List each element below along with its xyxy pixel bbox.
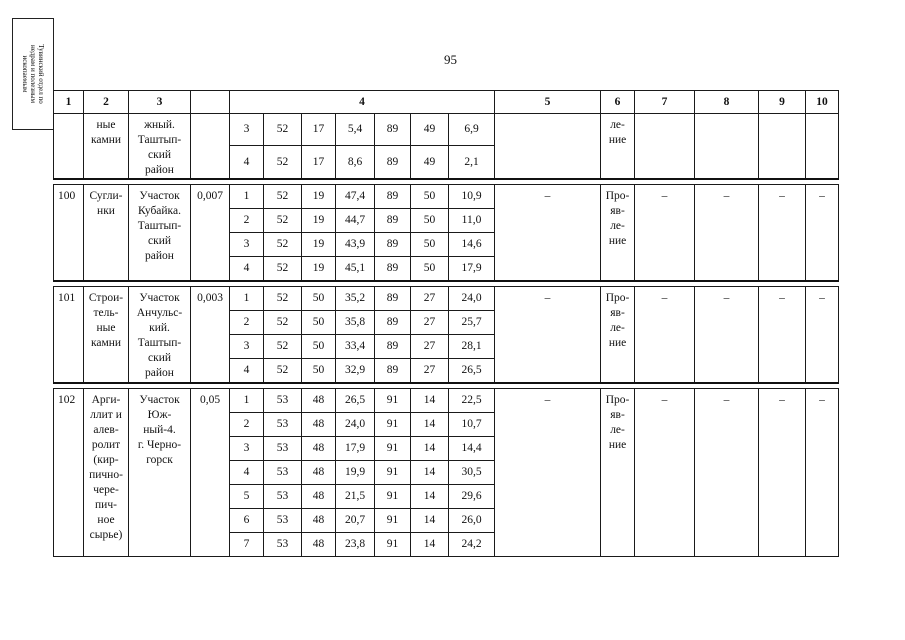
coordinate-cell: 4: [230, 146, 264, 179]
cell-line: Про-: [605, 190, 630, 202]
coordinate-cell: 47,4: [336, 185, 375, 209]
cell-line: район: [145, 250, 174, 262]
coordinate-cell: 52: [264, 311, 302, 335]
coordinate-cell: 53: [264, 413, 302, 437]
coordinate-cell: 4: [230, 257, 264, 282]
cell-line: ние: [608, 337, 627, 349]
stamp-line: Тувинский отдел по: [37, 44, 45, 104]
coordinate-cell: 17,9: [336, 437, 375, 461]
cell-line: ле-: [610, 220, 625, 232]
col8-value: –: [695, 389, 759, 557]
coordinate-cell: 7: [230, 533, 264, 557]
coordinate-cell: 21,5: [336, 485, 375, 509]
coordinate-cell: 2: [230, 413, 264, 437]
coordinate-cell: 14,6: [449, 233, 495, 257]
table-row: [54, 185, 839, 209]
cell-line: пич-: [95, 499, 117, 511]
coordinate-cell: 50: [302, 335, 336, 359]
cell-line: Строи-: [88, 292, 124, 304]
cell-line: ние: [608, 235, 627, 247]
cell-line: нки: [97, 205, 115, 217]
cell-line: горск: [146, 454, 173, 466]
coordinate-cell: 89: [375, 114, 411, 146]
col10-value: –: [806, 287, 839, 384]
header-cell: 2: [84, 91, 129, 114]
cell-line: ние: [608, 439, 627, 451]
coordinate-cell: 3: [230, 437, 264, 461]
header-cell: 5: [495, 91, 601, 114]
col9-value: –: [759, 287, 806, 384]
cell-line: Про-: [605, 292, 630, 304]
cell-line: (кир-: [93, 454, 119, 466]
coordinate-cell: 89: [375, 311, 411, 335]
location: [129, 287, 191, 384]
cell-line: Кубайка.: [138, 205, 181, 217]
coordinate-cell: 91: [375, 533, 411, 557]
coordinate-cell: 48: [302, 389, 336, 413]
coordinate-cell: 91: [375, 485, 411, 509]
cell-line: г. Черно-: [137, 439, 182, 451]
coordinate-cell: 14: [411, 437, 449, 461]
cell-line: Анчульс-: [136, 307, 183, 319]
cell-line: ллит и: [90, 409, 122, 421]
cell-line: ле-: [610, 119, 625, 131]
header-cell: 7: [635, 91, 695, 114]
material-name: [84, 185, 129, 282]
cell-line: яв-: [610, 409, 625, 421]
col7-value: –: [635, 389, 695, 557]
cell-line: пично-: [89, 469, 123, 481]
record-number: 102: [54, 389, 84, 557]
col8-value: –: [695, 185, 759, 282]
coordinate-cell: 2: [230, 209, 264, 233]
cell-line: Таштып-: [137, 220, 182, 232]
col10-value: –: [806, 389, 839, 557]
coordinate-cell: 5,4: [336, 114, 375, 146]
cell-line: Таштып-: [137, 337, 182, 349]
amount: 0,05: [191, 389, 230, 557]
coordinate-cell: 53: [264, 461, 302, 485]
coordinate-cell: 89: [375, 287, 411, 311]
col5-value: –: [495, 389, 601, 557]
cell-line: чере-: [93, 484, 119, 496]
record-number: [54, 114, 84, 180]
coordinate-cell: 6,9: [449, 114, 495, 146]
coordinate-cell: 91: [375, 413, 411, 437]
coordinate-cell: 43,9: [336, 233, 375, 257]
amount: 0,007: [191, 185, 230, 282]
coordinate-cell: 48: [302, 461, 336, 485]
coordinate-cell: 30,5: [449, 461, 495, 485]
material-name: [84, 389, 129, 557]
header-cell: 6: [601, 91, 635, 114]
coordinate-cell: 1: [230, 185, 264, 209]
cell-line: Юж-: [147, 409, 172, 421]
col10-value: –: [806, 185, 839, 282]
cell-line: Участок: [139, 292, 180, 304]
cell-line: яв-: [610, 205, 625, 217]
coordinate-cell: 35,2: [336, 287, 375, 311]
col9-value: [759, 114, 806, 180]
coordinate-cell: 27: [411, 359, 449, 384]
coordinate-cell: 52: [264, 233, 302, 257]
coordinate-cell: 22,5: [449, 389, 495, 413]
coordinate-cell: 26,5: [449, 359, 495, 384]
status: [601, 185, 635, 282]
cell-line: ное: [97, 514, 115, 526]
col7-value: –: [635, 185, 695, 282]
coordinate-cell: 53: [264, 485, 302, 509]
cell-line: ный-4.: [143, 424, 176, 436]
coordinate-cell: 50: [302, 359, 336, 384]
coordinate-cell: 48: [302, 437, 336, 461]
coordinate-cell: 52: [264, 287, 302, 311]
coordinate-cell: 27: [411, 311, 449, 335]
coordinate-cell: 24,0: [449, 287, 495, 311]
cell-line: камни: [90, 337, 122, 349]
cell-line: ле-: [610, 424, 625, 436]
registry-table: [53, 90, 839, 557]
coordinate-cell: 3: [230, 335, 264, 359]
coordinate-cell: 5: [230, 485, 264, 509]
amount: [191, 114, 230, 180]
coordinate-cell: 91: [375, 509, 411, 533]
archive-stamp: [12, 18, 54, 130]
coordinate-cell: 50: [411, 257, 449, 282]
coordinate-cell: 10,7: [449, 413, 495, 437]
coordinate-cell: 35,8: [336, 311, 375, 335]
status: [601, 287, 635, 384]
header-cell: 9: [759, 91, 806, 114]
coordinate-cell: 19: [302, 233, 336, 257]
cell-line: ные: [96, 322, 116, 334]
coordinate-cell: 89: [375, 335, 411, 359]
col7-value: [635, 114, 695, 180]
coordinate-cell: 91: [375, 389, 411, 413]
coordinate-cell: 50: [411, 185, 449, 209]
col8-value: [695, 114, 759, 180]
coordinate-cell: 14,4: [449, 437, 495, 461]
cell-line: кий.: [149, 322, 170, 334]
col10-value: [806, 114, 839, 180]
header-cell: [191, 91, 230, 114]
coordinate-cell: 26,5: [336, 389, 375, 413]
coordinate-cell: 52: [264, 335, 302, 359]
coordinate-cell: 91: [375, 437, 411, 461]
table-row: [54, 287, 839, 311]
col5-value: –: [495, 287, 601, 384]
coordinate-cell: 14: [411, 461, 449, 485]
cell-line: ные: [96, 119, 116, 131]
status: [601, 114, 635, 180]
coordinate-cell: 14: [411, 485, 449, 509]
coordinate-cell: 53: [264, 437, 302, 461]
cell-line: ние: [608, 134, 627, 146]
cell-line: ский: [148, 352, 171, 364]
cell-line: алев-: [93, 424, 119, 436]
coordinate-cell: 44,7: [336, 209, 375, 233]
coordinate-cell: 53: [264, 389, 302, 413]
coordinate-cell: 1: [230, 287, 264, 311]
coordinate-cell: 19,9: [336, 461, 375, 485]
coordinate-cell: 19: [302, 209, 336, 233]
stamp-line: ископаемым: [21, 55, 29, 93]
col9-value: –: [759, 185, 806, 282]
cell-line: район: [145, 367, 174, 379]
col8-value: –: [695, 287, 759, 384]
coordinate-cell: 53: [264, 533, 302, 557]
status: [601, 389, 635, 557]
header-cell: 3: [129, 91, 191, 114]
location: [129, 389, 191, 557]
coordinate-cell: 28,1: [449, 335, 495, 359]
coordinate-cell: 2,1: [449, 146, 495, 179]
coordinate-cell: 50: [302, 287, 336, 311]
coordinate-cell: 89: [375, 185, 411, 209]
cell-line: ский: [148, 149, 171, 161]
coordinate-cell: 14: [411, 389, 449, 413]
cell-line: Участок: [139, 190, 180, 202]
material-name: [84, 114, 129, 180]
stamp-line: недрам и полезным: [29, 44, 37, 104]
coordinate-cell: 14: [411, 413, 449, 437]
coordinate-cell: 14: [411, 509, 449, 533]
coordinate-cell: 20,7: [336, 509, 375, 533]
cell-line: район: [145, 164, 174, 176]
coordinate-cell: 45,1: [336, 257, 375, 282]
coordinate-cell: 10,9: [449, 185, 495, 209]
coordinate-cell: 26,0: [449, 509, 495, 533]
location: [129, 185, 191, 282]
coordinate-cell: 17: [302, 146, 336, 179]
cell-line: камни: [90, 134, 122, 146]
coordinate-cell: 6: [230, 509, 264, 533]
cell-line: яв-: [610, 307, 625, 319]
coordinate-cell: 48: [302, 485, 336, 509]
cell-line: Арги-: [91, 394, 121, 406]
header-cell: 10: [806, 91, 839, 114]
coordinate-cell: 32,9: [336, 359, 375, 384]
coordinate-cell: 52: [264, 146, 302, 179]
coordinate-cell: 33,4: [336, 335, 375, 359]
coordinate-cell: 4: [230, 359, 264, 384]
coordinate-cell: 48: [302, 533, 336, 557]
cell-line: Сугли-: [89, 190, 123, 202]
coordinate-cell: 23,8: [336, 533, 375, 557]
cell-line: ролит: [91, 439, 121, 451]
header-cell: 1: [54, 91, 84, 114]
coordinate-cell: 2: [230, 311, 264, 335]
table-header-row: [54, 91, 839, 114]
header-cell: 8: [695, 91, 759, 114]
cell-line: Таштып-: [137, 134, 182, 146]
cell-line: ский: [148, 235, 171, 247]
page-number: 95: [444, 52, 457, 67]
cell-line: Участок: [139, 394, 180, 406]
cell-line: сырье): [89, 529, 123, 541]
coordinate-cell: 89: [375, 359, 411, 384]
coordinate-cell: 50: [411, 233, 449, 257]
material-name: [84, 287, 129, 384]
cell-line: жный.: [144, 119, 175, 131]
col5-value: –: [495, 185, 601, 282]
coordinate-cell: 1: [230, 389, 264, 413]
stamp-text: [21, 20, 45, 128]
cell-line: Про-: [605, 394, 630, 406]
coordinate-cell: 49: [411, 114, 449, 146]
coordinate-cell: 17: [302, 114, 336, 146]
coordinate-cell: 3: [230, 233, 264, 257]
record-number: 101: [54, 287, 84, 384]
coordinate-cell: 52: [264, 185, 302, 209]
record-number: 100: [54, 185, 84, 282]
coordinate-cell: 19: [302, 257, 336, 282]
coordinate-cell: 53: [264, 509, 302, 533]
coordinate-cell: 89: [375, 257, 411, 282]
coordinate-cell: 24,2: [449, 533, 495, 557]
coordinate-cell: 24,0: [336, 413, 375, 437]
coordinate-cell: 52: [264, 209, 302, 233]
coordinate-cell: 48: [302, 509, 336, 533]
coordinate-cell: 52: [264, 257, 302, 282]
coordinate-cell: 91: [375, 461, 411, 485]
coordinate-cell: 89: [375, 146, 411, 179]
coordinate-cell: 50: [302, 311, 336, 335]
coordinate-cell: 48: [302, 413, 336, 437]
coordinate-cell: 89: [375, 209, 411, 233]
coordinate-cell: 27: [411, 335, 449, 359]
coordinate-cell: 25,7: [449, 311, 495, 335]
coordinate-cell: 52: [264, 114, 302, 146]
coordinate-cell: 11,0: [449, 209, 495, 233]
table-row: [54, 389, 839, 413]
cell-line: ле-: [610, 322, 625, 334]
col7-value: –: [635, 287, 695, 384]
col5-value: [495, 114, 601, 180]
coordinate-cell: 49: [411, 146, 449, 179]
coordinate-cell: 14: [411, 533, 449, 557]
coordinate-cell: 50: [411, 209, 449, 233]
coordinate-cell: 17,9: [449, 257, 495, 282]
coordinate-cell: 89: [375, 233, 411, 257]
coordinate-cell: 19: [302, 185, 336, 209]
amount: 0,003: [191, 287, 230, 384]
coordinate-cell: 8,6: [336, 146, 375, 179]
coordinate-cell: 4: [230, 461, 264, 485]
coordinate-cell: 27: [411, 287, 449, 311]
cell-line: тель-: [93, 307, 119, 319]
header-cell: 4: [230, 91, 495, 114]
coordinate-cell: 52: [264, 359, 302, 384]
coordinate-cell: 3: [230, 114, 264, 146]
table-row: [54, 114, 839, 146]
coordinate-cell: 29,6: [449, 485, 495, 509]
col9-value: –: [759, 389, 806, 557]
location: [129, 114, 191, 180]
